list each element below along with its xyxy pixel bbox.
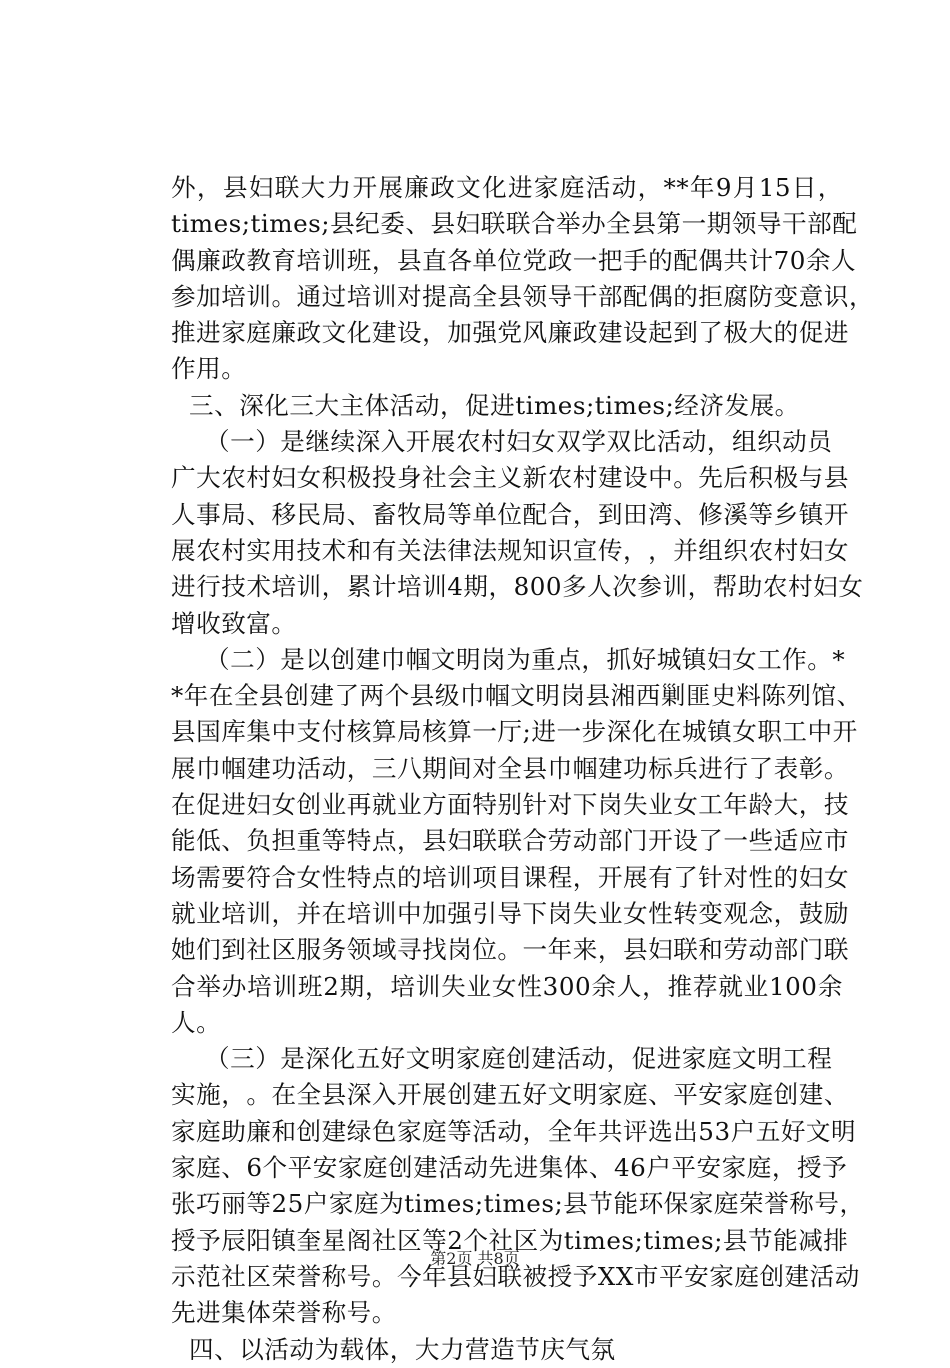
section-heading: 四、以活动为载体，大力营造节庆气氛: [189, 1334, 616, 1364]
paragraph-line: 县 国 库 集 中 支 付 核 算 局 核 算 一 厅 ; 进 一 步 深 化 在 城 镇 女 职 工 中 开: [171, 717, 858, 747]
page-number-footer: 第2页 共8页: [430, 1249, 520, 1268]
paragraph-line: times;times; 县 纪 委 、 县 妇 联 联 合 举 办 全 县 第 一 期 领 导 干 部 配: [171, 209, 858, 239]
section-heading: 三、深化三大主体活动，促进times;times;经济发展。: [189, 390, 800, 420]
paragraph-line: 就 业 培 训 ， 并 在 培 训 中 加 强 引 导 下 岗 失 业 女 性 转 变 观 念 ， 鼓 励: [171, 898, 849, 928]
paragraph-line: 家 庭 助 廉 和 创 建 绿 色 家 庭 等 活 动 ， 全 年 共 评 选 出 53 户 五 好 文 明: [171, 1116, 857, 1146]
paragraph-line: 家 庭 、 6 个 平 安 家 庭 创 建 活 动 先 进 集 体 、 46 户 平 安 家 庭 ， 授 予: [171, 1153, 848, 1183]
paragraph-line: 推 进 家 庭 廉 政 文 化 建 设 ， 加 强 党 风 廉 政 建 设 起 到 了 极 大 的 促 进: [171, 318, 849, 348]
paragraph-line: 授 予 辰 阳 镇 奎 星 阁 社 区 等 2 个 社 区 为 times;times; 县 节 能 减 排: [171, 1225, 849, 1255]
paragraph-line: 她 们 到 社 区 服 务 领 域 寻 找 岗 位 。 一 年 来 ， 县 妇 联 和 劳 动 部 门 联: [171, 935, 849, 965]
paragraph-line: 在 促 进 妇 女 创 业 再 就 业 方 面 特 别 针 对 下 岗 失 业 女 工 年 龄 大 ， 技: [171, 790, 849, 820]
paragraph-line: 场 需 要 符 合 女 性 特 点 的 培 训 项 目 课 程 ， 开 展 有 了 针 对 性 的 妇 女: [171, 862, 849, 892]
paragraph-line: 人 事 局 、 移 民 局 、 畜 牧 局 等 单 位 配 合 ， 到 田 湾 、 修 溪 等 乡 镇 开: [171, 499, 849, 529]
paragraph-line: 示 范 社 区 荣 誉 称 号 。 今 年 县 妇 联 被 授 予 XX 市 平 安 家 庭 创 建 活 动: [171, 1261, 860, 1291]
paragraph-line: （三）是深化五好文明家庭创建活动，促进家庭文明工程: [205, 1044, 833, 1074]
paragraph-line: 展 巾 帼 建 功 活 动 ， 三 八 期 间 对 全 县 巾 帼 建 功 标 兵 进 行 了 表 彰 。: [171, 753, 849, 783]
paragraph-line: 人。: [171, 1007, 222, 1037]
paragraph-line: 展 农 村 实 用 技 术 和 有 关 法 律 法 规 知 识 宣 传 ， ， 并 组 织 农 村 妇 女: [171, 535, 849, 565]
paragraph-line: 合 举 办 培 训 班 2 期 ， 培 训 失 业 女 性 300 余 人 ， 推 荐 就 业 100 余: [171, 971, 843, 1001]
paragraph-line: 张 巧 丽 等 25 户 家 庭 为 times;times; 县 节 能 环 保 家 庭 荣 誉 称 号 ，: [171, 1189, 865, 1219]
paragraph-line: 外 ， 县 妇 联 大 力 开 展 廉 政 文 化 进 家 庭 活 动 ， ** 年 9 月 15 日 ，: [171, 173, 843, 202]
paragraph-line: 进 行 技 术 培 训 ， 累 计 培 训 4 期 ， 800 多 人 次 参 训 ， 帮 助 农 村 妇 女: [171, 572, 864, 602]
paragraph-line: 作用。: [171, 354, 247, 384]
paragraph-line: 增收致富。: [171, 608, 297, 638]
paragraph-line: 能 低 、 负 担 重 等 特 点 ， 县 妇 联 联 合 劳 动 部 门 开 设 了 一 些 适 应 市: [171, 826, 849, 856]
paragraph-line: （一）是继续深入开展农村妇女双学双比活动，组织动员: [205, 427, 833, 457]
paragraph-line: 实 施 ， 。 在 全 县 深 入 开 展 创 建 五 好 文 明 家 庭 、 平 安 家 庭 创 建 、: [171, 1080, 849, 1110]
paragraph-line: （二）是以创建巾帼文明岗为重点，抓好城镇妇女工作。*: [205, 644, 846, 674]
paragraph-line: 先进集体荣誉称号。: [171, 1298, 397, 1328]
paragraph-line: 偶 廉 政 教 育 培 训 班 ， 县 直 各 单 位 党 政 一 把 手 的 配 偶 共 计 70 余 人: [171, 245, 857, 275]
paragraph-line: 广 大 农 村 妇 女 积 极 投 身 社 会 主 义 新 农 村 建 设 中 。 先 后 积 极 与 县: [171, 463, 849, 493]
document-body: [171, 170, 875, 1368]
paragraph-line: 参 加 培 训 。 通 过 培 训 对 提 高 全 县 领 导 干 部 配 偶 的 拒 腐 防 变 意 识 ，: [171, 281, 875, 311]
paragraph-line: * 年 在 全 县 创 建 了 两 个 县 级 巾 帼 文 明 岗 县 湘 西 剿 匪 史 料 陈 列 馆 、: [171, 681, 862, 711]
